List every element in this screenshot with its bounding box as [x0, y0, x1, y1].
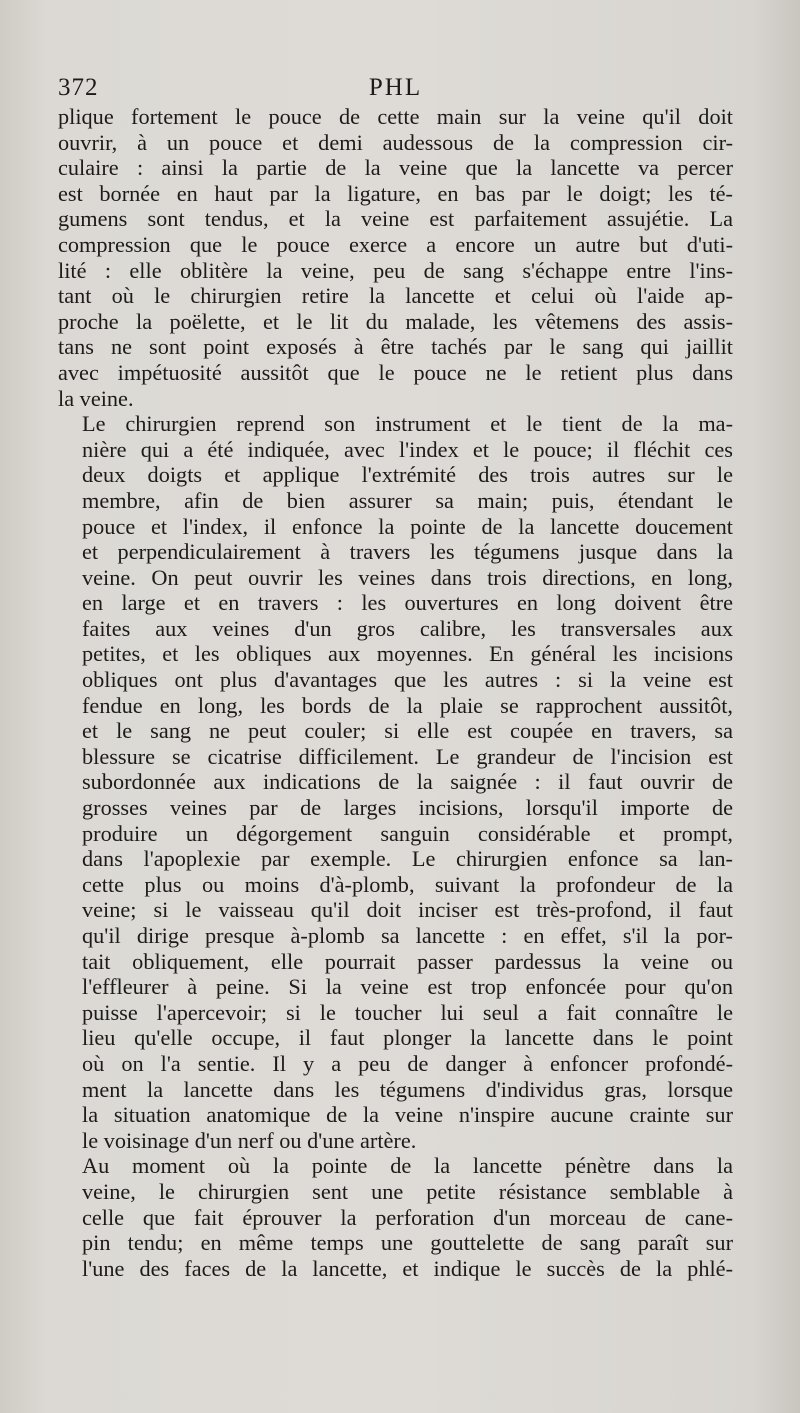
text-line: plique fortement le pouce de cette main sur la veine qu'il doit: [58, 104, 733, 129]
text-line: et perpendiculairement à travers les tégumens jusque dans la: [82, 539, 733, 565]
text-line: proche la poëlette, et le lit du malade, les vêtemens des assis-: [58, 308, 733, 334]
text-line: dans l'apoplexie par exemple. Le chirurgien enfonce sa lan-: [82, 846, 733, 872]
text-line: l'une des faces de la lancette, et indique le succès de la phlé-: [82, 1255, 733, 1281]
text-line: tait obliquement, elle pourrait passer pardessus la veine ou: [82, 948, 733, 974]
text-line: obliques ont plus d'avantages que les autres : si la veine est: [82, 667, 733, 693]
paragraph: [58, 1153, 733, 1281]
text-line: ouvrir, à un pouce et demi audessous de la compression cir-: [58, 129, 733, 155]
text-line: produire un dégorgement sanguin considérable et prompt,: [82, 820, 733, 846]
text-line: faites aux veines d'un gros calibre, les transversales aux: [82, 615, 733, 641]
text-line: puisse l'apercevoir; si le toucher lui seul a fait connaître le: [82, 999, 733, 1025]
text-line: la situation anatomique de la veine n'inspire aucune crainte sur: [82, 1102, 733, 1128]
text-line: gumens sont tendus, et la veine est parfaitement assujétie. La: [58, 206, 733, 232]
text-line: et le sang ne peut couler; si elle est coupée en travers, sa: [82, 718, 733, 744]
text-line: celle que fait éprouver la perforation d'un morceau de cane-: [82, 1204, 733, 1230]
page-header: [58, 74, 733, 108]
text-line: petites, et les obliques aux moyennes. En général les incisions: [82, 641, 733, 667]
text-line: lité : elle oblitère la veine, peu de sang s'échappe entre l'ins-: [58, 257, 733, 283]
text-line: membre, afin de bien assurer sa main; puis, étendant le: [82, 487, 733, 513]
text-line: veine, le chirurgien sent une petite résistance semblable à: [82, 1178, 733, 1204]
text-line: est bornée en haut par la ligature, en bas par le doigt; les té-: [58, 180, 733, 206]
text-line: cette plus ou moins d'à-plomb, suivant la profondeur de la: [82, 871, 733, 897]
text-line: l'effleurer à peine. Si la veine est trop enfoncée pour qu'on: [82, 974, 733, 1000]
text-line: compression que le pouce exerce a encore un autre but d'uti-: [58, 231, 733, 257]
text-line: blessure se cicatrise difficilement. Le grandeur de l'incision est: [82, 743, 733, 769]
text-line: où on l'a sentie. Il y a peu de danger à enfoncer profondé-: [82, 1050, 733, 1076]
text-line: grosses veines par de larges incisions, lorsqu'il importe de: [82, 795, 733, 821]
text-line: Le chirurgien reprend son instrument et le tient de la ma-: [82, 411, 733, 437]
running-head: PHL: [368, 74, 423, 101]
text-line: en large et en travers : les ouvertures en long doivent être: [82, 590, 733, 616]
body-text: [58, 104, 733, 1281]
text-line: culaire : ainsi la partie de la veine que la lancette va percer: [58, 155, 733, 181]
paragraph: [58, 411, 733, 1153]
text-line: qu'il dirige presque à-plomb sa lancette : en effet, s'il la por-: [82, 923, 733, 948]
text-line: Au moment où la pointe de la lancette pénètre dans la: [82, 1153, 733, 1179]
text-line: veine. On peut ouvrir les veines dans trois directions, en long,: [82, 564, 733, 590]
text-line: pouce et l'index, il enfonce la pointe de la lancette doucement: [82, 513, 733, 539]
text-line: fendue en long, les bords de la plaie se rapprochent aussitôt,: [82, 692, 733, 718]
text-line: la veine.: [58, 385, 134, 411]
text-line: le voisinage d'un nerf ou d'une artère.: [82, 1127, 417, 1153]
text-line: nière qui a été indiquée, avec l'index et le pouce; il fléchit ces: [82, 436, 733, 462]
text-line: avec impétuosité aussitôt que le pouce ne le retient plus dans: [58, 359, 733, 385]
paragraph: [58, 104, 733, 411]
text-line: subordonnée aux indications de la saignée : il faut ouvrir de: [82, 769, 733, 795]
text-line: veine; si le vaisseau qu'il doit inciser est très-profond, il faut: [82, 897, 733, 923]
text-line: pin tendu; en même temps une gouttelette de sang paraît sur: [82, 1230, 733, 1256]
text-line: tant où le chirurgien retire la lancette et celui où l'aide ap-: [58, 283, 733, 309]
text-line: deux doigts et applique l'extrémité des trois autres sur le: [82, 462, 733, 488]
page-number: 372: [58, 74, 99, 101]
text-line: lieu qu'elle occupe, il faut plonger la lancette dans le point: [82, 1025, 733, 1051]
text-line: ment la lancette dans les tégumens d'individus gras, lorsque: [82, 1076, 733, 1102]
text-line: tans ne sont point exposés à être tachés par le sang qui jaillit: [58, 334, 733, 360]
